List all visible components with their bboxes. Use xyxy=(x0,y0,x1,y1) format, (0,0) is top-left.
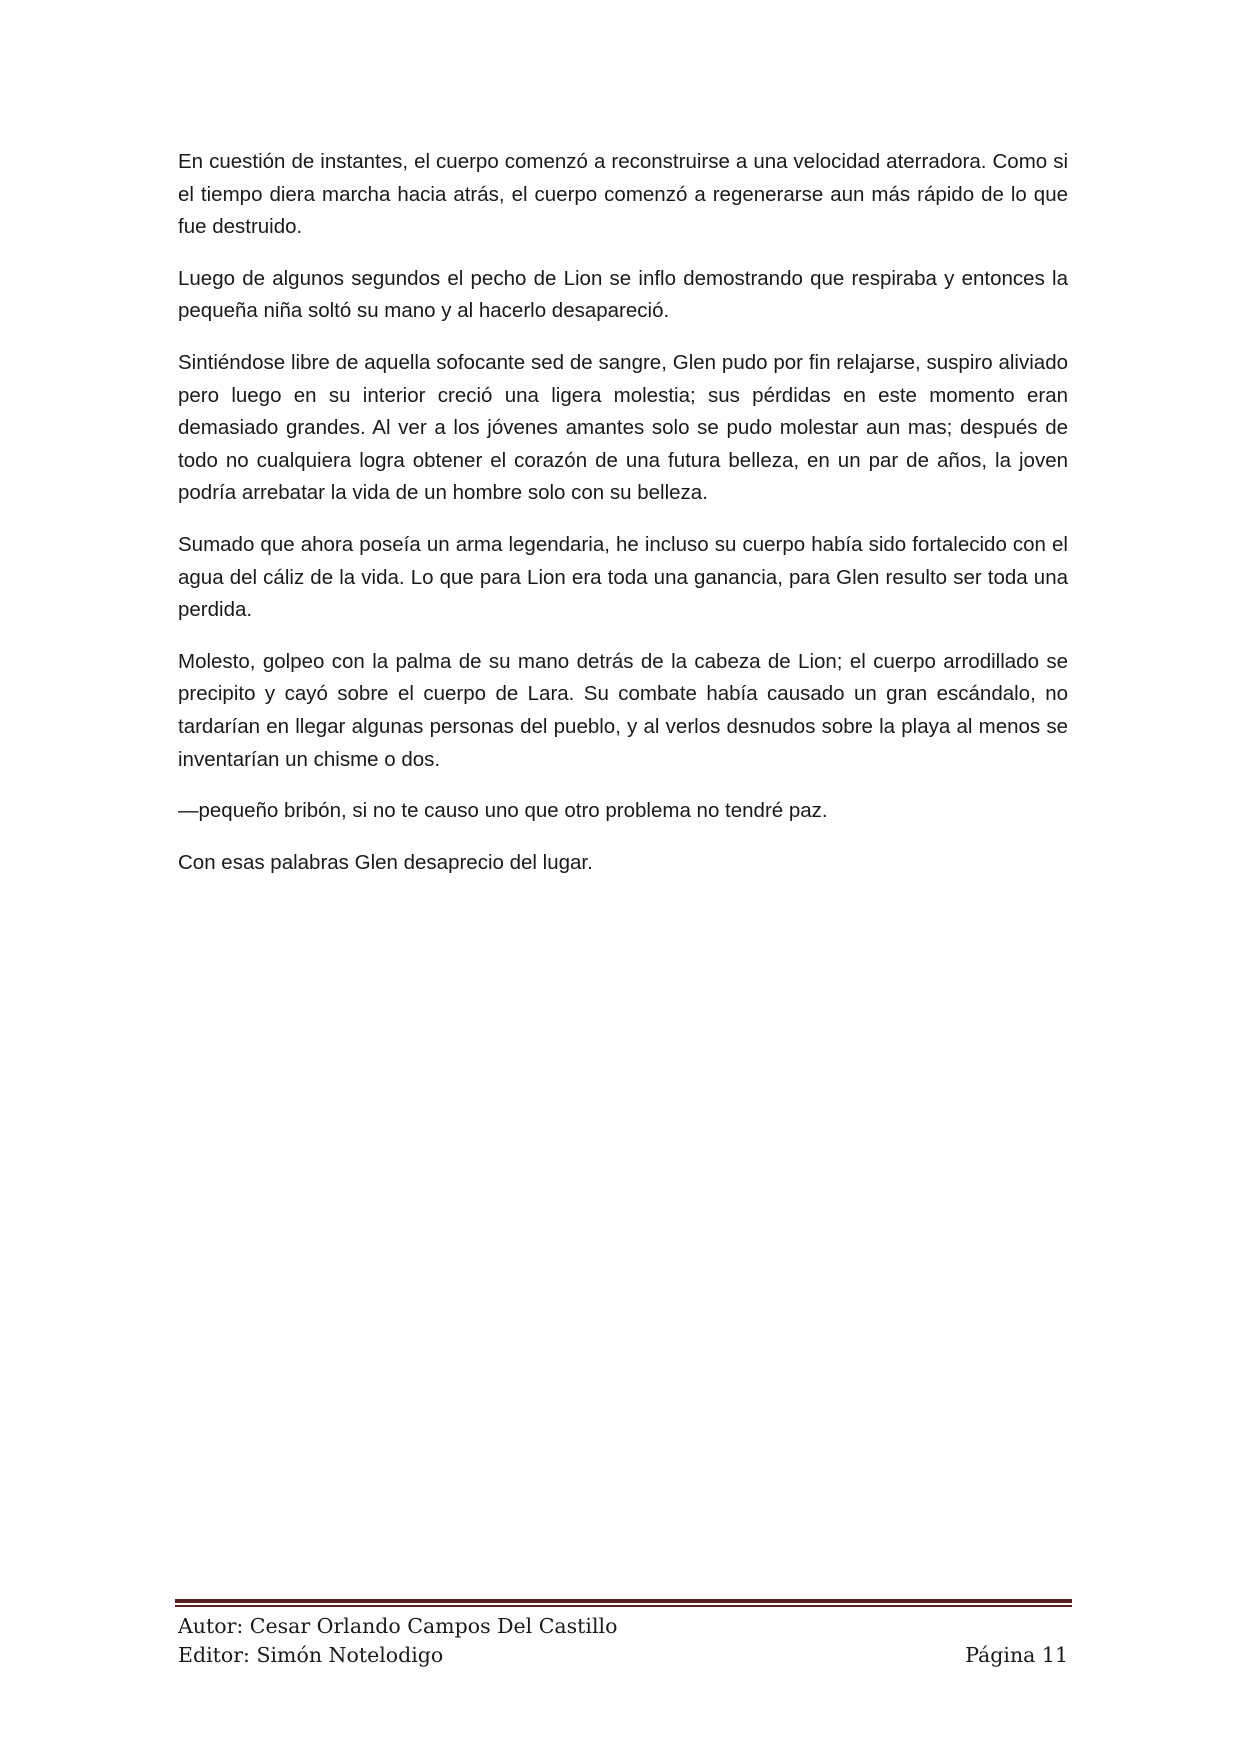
paragraph: Con esas palabras Glen desaprecio del lugar. xyxy=(178,850,593,874)
footer-author: Autor: Cesar Orlando Campos Del Castillo xyxy=(178,1614,618,1638)
dialogue-line: —pequeño bribón, si no te causo uno que otro problema no tendré paz. xyxy=(178,799,828,823)
paragraph: Luego de algunos segundos el pecho de Lion se inflo demostrando que respiraba y entonces la pequeña niña soltó su mano y al hacerlo desapareció. xyxy=(178,266,1068,323)
paragraph: Molesto, golpeo con la palma de su mano detrás de la cabeza de Lion; el cuerpo arrodillado se precipito y cayó sobre el cuerpo de Lara. Su combate había causado un gran escándalo, no tardarían en llegar algunas personas del pueblo, y al verlos desnudos sobre la playa al menos se inventarían un chisme o dos. xyxy=(178,649,1068,771)
page-number: Página 11 xyxy=(965,1643,1068,1667)
footer-divider xyxy=(175,1599,1072,1607)
paragraph: Sumado que ahora poseía un arma legendaria, he incluso su cuerpo había sido fortalecido con el agua del cáliz de la vida. Lo que para Lion era toda una ganancia, para Glen resulto ser toda una perdida. xyxy=(178,532,1068,622)
paragraph: Sintiéndose libre de aquella sofocante sed de sangre, Glen pudo por fin relajarse, suspiro aliviado pero luego en su interior creció una ligera molestia; sus pérdidas en este momento eran demasiado grandes. Al ver a los jóvenes amantes solo se pudo molestar aun mas; después de todo no cualquiera logra obtener el corazón de una futura belleza, en un par de años, la joven podría arrebatar la vida de un hombre solo con su belleza. xyxy=(178,350,1068,505)
footer-divider-thin xyxy=(175,1605,1072,1607)
footer-editor: Editor: Simón Notelodigo xyxy=(178,1643,444,1667)
footer-editor-line xyxy=(178,1641,1068,1670)
paragraph: En cuestión de instantes, el cuerpo comenzó a reconstruirse a una velocidad aterradora. Como si el tiempo diera marcha hacia atrás, el cuerpo comenzó a regenerarse aun más rápido de lo que fue destruido. xyxy=(178,150,1068,239)
page-footer xyxy=(178,1612,1068,1670)
body-text xyxy=(178,146,1068,898)
footer-author-line xyxy=(178,1612,1068,1641)
